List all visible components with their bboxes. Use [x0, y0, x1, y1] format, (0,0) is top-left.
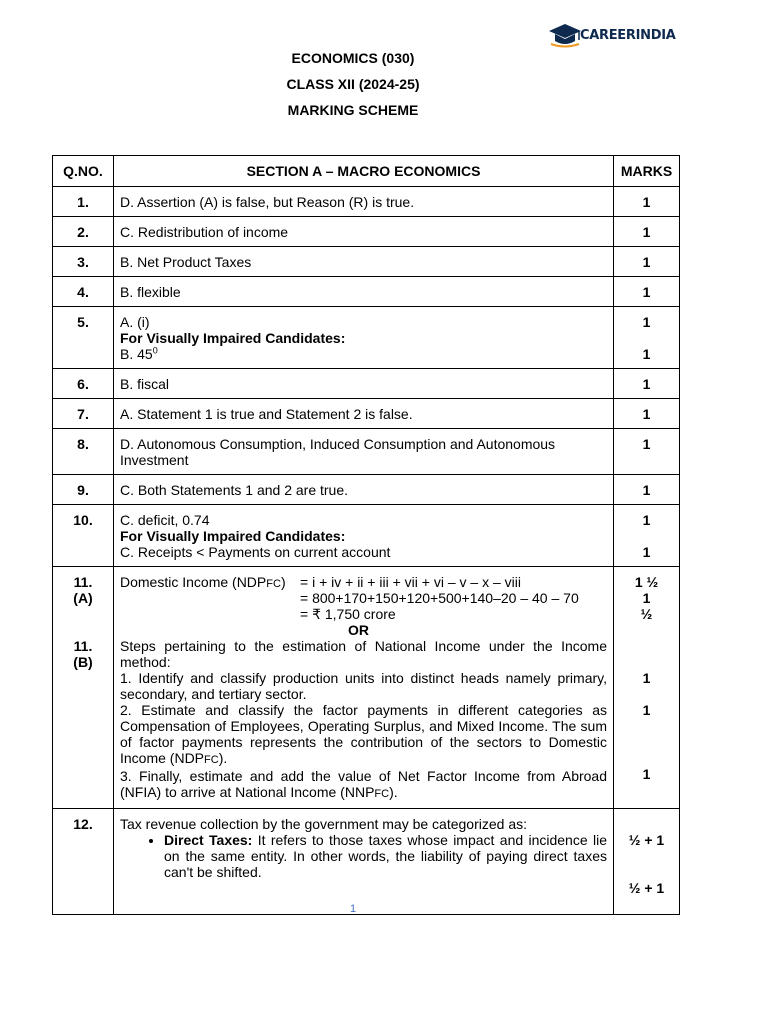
di-close: )	[280, 574, 286, 590]
di-label-text: Domestic Income (NDP	[120, 574, 267, 590]
step-2-subscript: FC	[204, 754, 219, 766]
marks-value: 1	[614, 187, 680, 217]
marks-value: 1	[642, 702, 651, 718]
question-number-cell	[53, 567, 114, 809]
table-row	[53, 277, 680, 307]
page-number: 1	[349, 903, 357, 915]
table-row	[53, 307, 680, 369]
step-2	[120, 702, 607, 768]
marks-value-vi: 1	[642, 346, 651, 362]
marks-value: 1	[614, 217, 680, 247]
marks-cell	[614, 809, 680, 915]
table-row	[53, 429, 680, 475]
answer-text: B. Net Product Taxes	[114, 247, 614, 277]
class-title: CLASS XII (2024-25)	[286, 76, 420, 92]
question-number-11b: 11.	[73, 638, 93, 654]
marks-value: ½ + 1	[628, 880, 665, 896]
table-row	[53, 505, 680, 567]
vi-answer: C. Receipts < Payments on current account	[120, 544, 391, 560]
scheme-title: MARKING SCHEME	[287, 102, 419, 118]
question-number: 7.	[53, 399, 114, 429]
equation-line-3: = ₹ 1,750 crore	[300, 606, 396, 622]
di-subscript: FC	[266, 578, 281, 590]
vi-answer-superscript: 0	[152, 345, 158, 356]
answer-text: D. Autonomous Consumption, Induced Consumption and Autonomous Investment	[114, 429, 614, 475]
marks-value: 1	[614, 399, 680, 429]
marks-value: 1	[614, 475, 680, 505]
table-row-q12	[53, 809, 680, 915]
step-2-close: ).	[218, 750, 228, 766]
step-3-text: 3. Finally, estimate and add the value of Net Factor Income from Abroad (NFIA) to arrive at National Income (NNP	[120, 768, 607, 800]
answer-text: D. Assertion (A) is false, but Reason (R) is true.	[114, 187, 614, 217]
subject-title: ECONOMICS (030)	[291, 50, 415, 66]
vi-label: For Visually Impaired Candidates:	[120, 330, 346, 346]
marks-header: MARKS	[614, 156, 680, 187]
answer-text: A. Statement 1 is true and Statement 2 is false.	[114, 399, 614, 429]
answer-cell	[114, 567, 614, 809]
marks-cell	[614, 567, 680, 809]
tax-list	[120, 832, 607, 880]
step-3	[120, 768, 607, 802]
answer-cell	[114, 505, 614, 567]
step-3-close: ).	[389, 784, 398, 800]
question-number: 4.	[53, 277, 114, 307]
table-row-q11	[53, 567, 680, 809]
marking-scheme-table	[52, 155, 680, 915]
or-divider: OR	[348, 622, 369, 638]
careerindia-logo	[548, 20, 676, 50]
logo-text: CAREERINDIA	[580, 27, 676, 43]
steps-intro: Steps pertaining to the estimation of National Income under the Income method:	[120, 638, 607, 670]
table-row	[53, 399, 680, 429]
table-row	[53, 247, 680, 277]
question-number: 10.	[53, 505, 114, 567]
answer-text: B. fiscal	[114, 369, 614, 399]
direct-taxes-item	[164, 832, 607, 880]
question-number: 5.	[53, 307, 114, 369]
direct-taxes-label: Direct Taxes:	[164, 832, 253, 848]
question-number: 12.	[53, 809, 114, 915]
equation-block	[120, 574, 607, 622]
marks-value: 1	[614, 247, 680, 277]
marks-value: ½	[640, 606, 653, 622]
table-row	[53, 369, 680, 399]
question-number: 3.	[53, 247, 114, 277]
question-number: 9.	[53, 475, 114, 505]
q12-intro: Tax revenue collection by the government may be categorized as:	[120, 816, 528, 832]
step-1: 1. Identify and classify production units into distinct heads namely primary, secondary, and tertiary sector.	[120, 670, 607, 702]
table-row	[53, 475, 680, 505]
answer-text: C. Redistribution of income	[114, 217, 614, 247]
marks-value: ½ + 1	[628, 832, 665, 848]
marks-value: 1 ½	[634, 574, 659, 590]
marks-value-vi: 1	[642, 544, 651, 560]
graduation-cap-icon	[548, 22, 582, 48]
marks-value: 1	[614, 369, 680, 399]
step-3-subscript: FC	[374, 788, 390, 800]
answer-text: C. deficit, 0.74	[120, 512, 210, 528]
marks-value: 1	[642, 512, 651, 528]
vi-label: For Visually Impaired Candidates:	[120, 528, 346, 544]
answer-text: A. (i)	[120, 314, 150, 330]
question-number: 1.	[53, 187, 114, 217]
marks-value: 1	[642, 766, 651, 782]
marks-cell	[614, 505, 680, 567]
question-number: 8.	[53, 429, 114, 475]
marks-value: 1	[642, 670, 651, 686]
answer-text: C. Both Statements 1 and 2 are true.	[114, 475, 614, 505]
section-header: SECTION A – MACRO ECONOMICS	[114, 156, 614, 187]
question-sub-b: (B)	[73, 654, 93, 670]
table-row	[53, 187, 680, 217]
answer-cell	[114, 307, 614, 369]
question-number-11a: 11.	[73, 574, 93, 590]
table-header-row	[53, 156, 680, 187]
marks-cell	[614, 307, 680, 369]
vi-answer: B. 45	[120, 346, 153, 362]
vi-answer-line	[120, 346, 607, 362]
marks-value: 1	[642, 314, 651, 330]
equation-line-2: = 800+170+150+120+500+140–20 – 40 – 70	[300, 590, 579, 606]
direct-taxes-text: It refers to those taxes whose impact and incidence lie on the same entity. In other words, the liability of paying direct taxes can't be shifted.	[164, 832, 607, 880]
qno-header: Q.NO.	[53, 156, 114, 187]
marks-value: 1	[642, 590, 651, 606]
marks-value: 1	[614, 429, 680, 475]
question-number: 2.	[53, 217, 114, 247]
equation-lines	[300, 574, 579, 622]
step-2-text: 2. Estimate and classify the factor payments in different categories as Compensation of Employees, Operating Surplus, and Mixed Income. The sum of factor payments represents the contribution of the sectors to Domestic Income (NDP	[120, 702, 607, 766]
equation-line-1: = i + iv + ii + iii + vii + vi – v – x – viii	[300, 574, 521, 590]
marks-value: 1	[614, 277, 680, 307]
answer-text: B. flexible	[114, 277, 614, 307]
question-number: 6.	[53, 369, 114, 399]
question-sub-a: (A)	[73, 590, 93, 606]
answer-cell	[114, 809, 614, 915]
table-row	[53, 217, 680, 247]
domestic-income-label	[120, 574, 300, 622]
